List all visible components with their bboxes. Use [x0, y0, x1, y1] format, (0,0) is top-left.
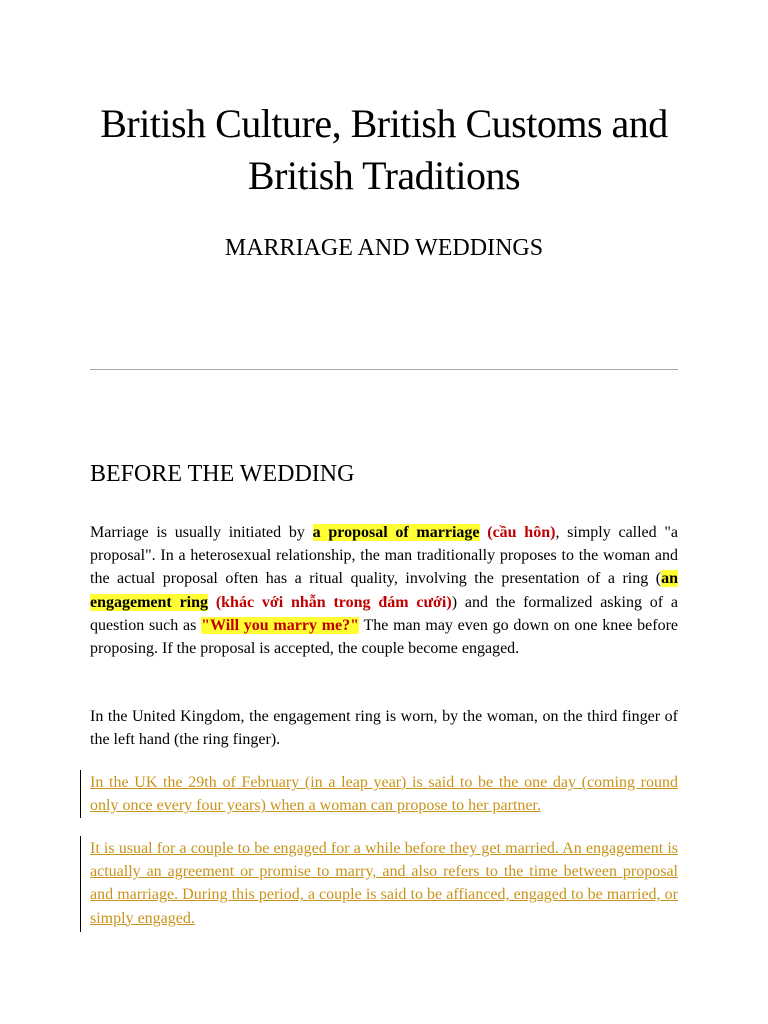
text-run: Marriage is usually initiated by [90, 524, 313, 541]
highlight-engagement-ring: an engagement ring [90, 570, 678, 611]
tracked-insertion: It is usual for a couple to be engaged for a while before they get married. An engagement is actually an agreement or promise to marry, and also refers to the time between proposal and marriage. During this period, a couple is said to be affianced, engaged to be married, or simply engaged. [90, 840, 678, 927]
text-run: ) and the formalized asking of a question such as [90, 593, 679, 634]
translation-note: (cầu hôn) [487, 524, 556, 541]
paragraph-leap-year [90, 771, 678, 817]
tracked-insertion: In the UK the 29th of February (in a leap year) is said to be the one day (coming round only once every four years) when a woman can propose to her partner. [90, 774, 678, 815]
highlight-will-you-marry-me: "Will you marry me?" [201, 616, 360, 634]
change-bar [80, 836, 81, 932]
text-run: , simply called "a proposal". In a heterosexual relationship, the man traditionally proposes to the woman and the actual proposal often has a ritual quality, involving the presentation of a ring ( [90, 524, 679, 588]
horizontal-divider [90, 369, 678, 370]
section-heading: BEFORE THE WEDDING [90, 461, 355, 487]
text-run [208, 594, 216, 611]
paragraph-engagement [90, 837, 678, 930]
paragraph-proposal [90, 521, 678, 660]
change-bar [80, 770, 81, 818]
document-title: British Culture, British Customs and British Traditions [100, 101, 668, 198]
translation-note: (khác với nhẫn trong đám cưới) [215, 593, 452, 611]
paragraph-ring-finger: In the United Kingdom, the engagement ring is worn, by the woman, on the third finger of the left hand (the ring finger). [90, 708, 678, 749]
document-subtitle: MARRIAGE AND WEDDINGS [224, 235, 544, 261]
text-run: The man may even go down on one knee before proposing. If the proposal is accepted, the couple become engaged. [90, 616, 679, 658]
highlight-proposal-of-marriage: a proposal of marriage [312, 524, 480, 541]
